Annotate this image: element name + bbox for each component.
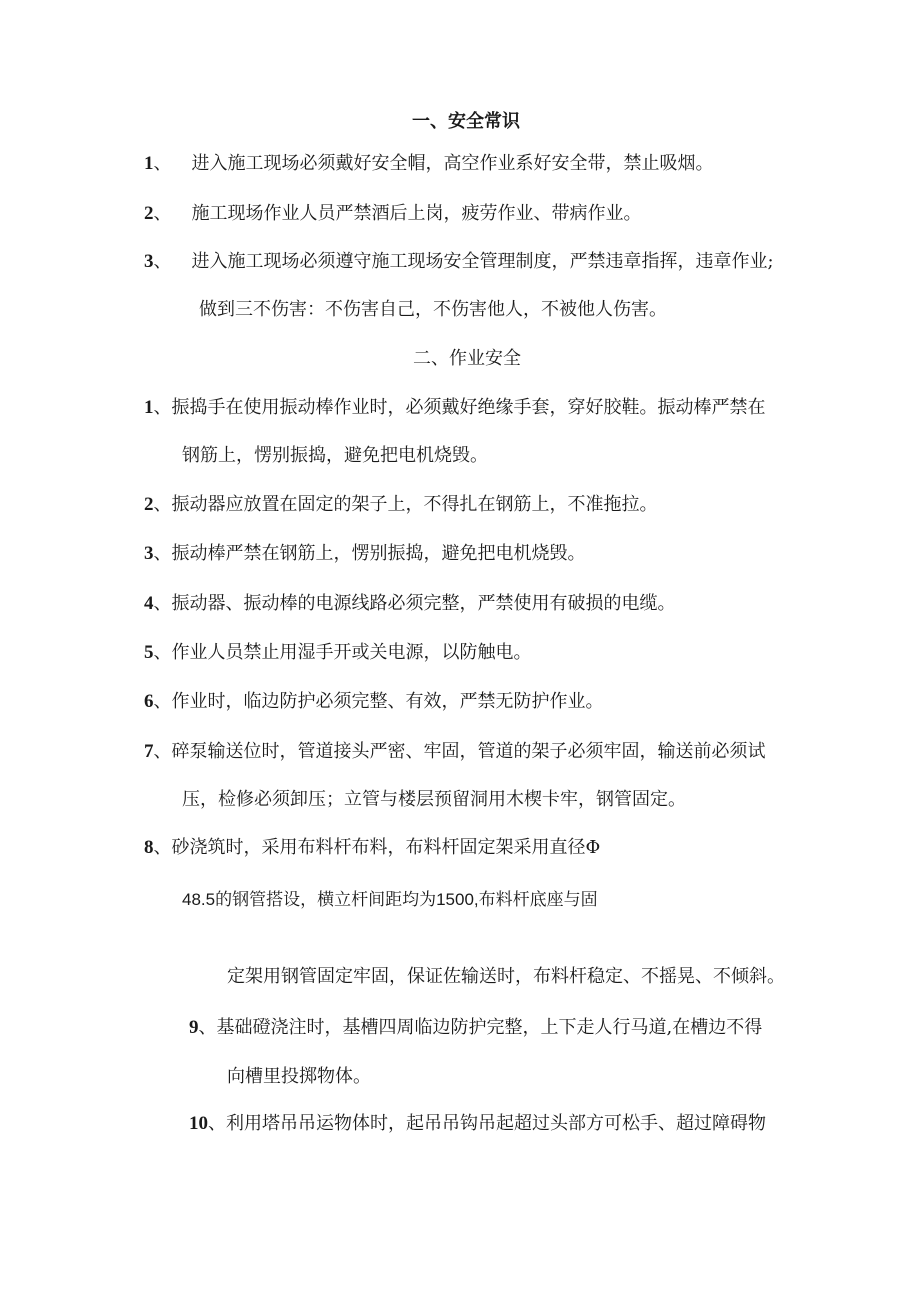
item-number: 10: [189, 1113, 208, 1134]
item-separator: 、: [153, 397, 172, 418]
item-text: 振动器、振动棒的电源线路必须完整，严禁使用有破损的电缆。: [171, 593, 676, 614]
item-text: 振捣手在使用振动棒作业时，必须戴好绝缘手套，穿好胶鞋。振动棒严禁在: [171, 397, 766, 418]
item-text: 进入施工现场必须戴好安全帽，高空作业系好安全带，禁止吸烟。: [191, 153, 714, 174]
item-separator: 、: [153, 543, 172, 564]
item-text: 基础磴浇注时，基槽四周临边防护完整，上下走人行马道,在槽边不得: [216, 1017, 763, 1038]
item-text: 振动器应放置在固定的架子上，不得扎在钢筋上，不准拖拉。: [171, 494, 658, 515]
list-item-continuation: 向槽里投掷物体。: [227, 1066, 371, 1087]
item-separator: 、: [208, 1113, 226, 1134]
list-item: [189, 1112, 766, 1136]
item-separator: 、: [153, 837, 172, 858]
item-number: 1: [144, 153, 154, 174]
list-item-continuation: 压，检修必须卸压；立管与楼层预留洞用木楔卡牢，钢管固定。: [182, 789, 686, 810]
item-separator: 、: [153, 691, 172, 712]
item-number: 6: [144, 691, 154, 712]
item-separator: 、: [153, 741, 172, 762]
list-item-continuation: 48.5的钢管搭设，横立杆间距均为1500,布料杆底座与固: [182, 890, 598, 909]
item-separator: 、: [153, 153, 172, 174]
item-text: 利用塔吊吊运物体时，起吊吊钩吊起超过头部方可松手、超过障碍物: [226, 1113, 766, 1134]
item-text: 振动棒严禁在钢筋上，愣别振捣，避免把电机烧毁。: [171, 543, 586, 564]
item-separator: 、: [153, 642, 172, 663]
item-separator: 、: [153, 494, 172, 515]
item-separator: 、: [153, 203, 172, 224]
item-text: 碎泵输送位时，管道接头严密、牢固，管道的架子必须牢固，输送前必须试: [171, 741, 766, 762]
item-text: 砂浇筑时，采用布料杆布料，布料杆固定架采用直径Φ: [171, 837, 601, 858]
section2-title: 二、作业安全: [413, 348, 521, 369]
item-number: 3: [144, 543, 154, 564]
item-number: 2: [144, 203, 154, 224]
item-number: 7: [144, 741, 154, 762]
list-item: [144, 493, 658, 517]
list-item: [144, 396, 766, 420]
list-item: [144, 836, 600, 860]
list-item-continuation: 定架用钢管固定牢固，保证佐输送时，布料杆稳定、不摇晃、不倾斜。: [227, 966, 785, 987]
list-item: [144, 592, 676, 616]
item-text: 作业时，临边防护必须完整、有效，严禁无防护作业。: [171, 691, 604, 712]
list-item: [144, 202, 642, 226]
list-item: [144, 641, 532, 665]
list-item: [189, 1016, 762, 1040]
section1-title: 一、安全常识: [412, 111, 520, 132]
item-separator: 、: [153, 593, 172, 614]
item-number: 2: [144, 494, 154, 515]
item-number: 3: [144, 251, 154, 272]
item-text: 进入施工现场必须遵守施工现场安全管理制度，严禁违章指挥，违章作业;: [191, 251, 774, 272]
list-item-continuation: 钢筋上，愣别振捣，避免把电机烧毁。: [182, 445, 488, 466]
list-item: [144, 250, 774, 274]
item-number: 1: [144, 397, 154, 418]
item-number: 9: [189, 1017, 199, 1038]
list-item: [144, 740, 766, 764]
item-number: 5: [144, 642, 154, 663]
list-item-continuation: 做到三不伤害：不伤害自己，不伤害他人，不被他人伤害。: [199, 299, 667, 320]
list-item: [144, 152, 714, 176]
list-item: [144, 690, 604, 714]
item-separator: 、: [198, 1017, 217, 1038]
list-item: [144, 542, 586, 566]
item-text: 作业人员禁止用湿手开或关电源，以防触电。: [171, 642, 532, 663]
item-number: 8: [144, 837, 154, 858]
item-separator: 、: [153, 251, 172, 272]
item-number: 4: [144, 593, 154, 614]
item-text: 施工现场作业人员严禁酒后上岗，疲劳作业、带病作业。: [191, 203, 642, 224]
